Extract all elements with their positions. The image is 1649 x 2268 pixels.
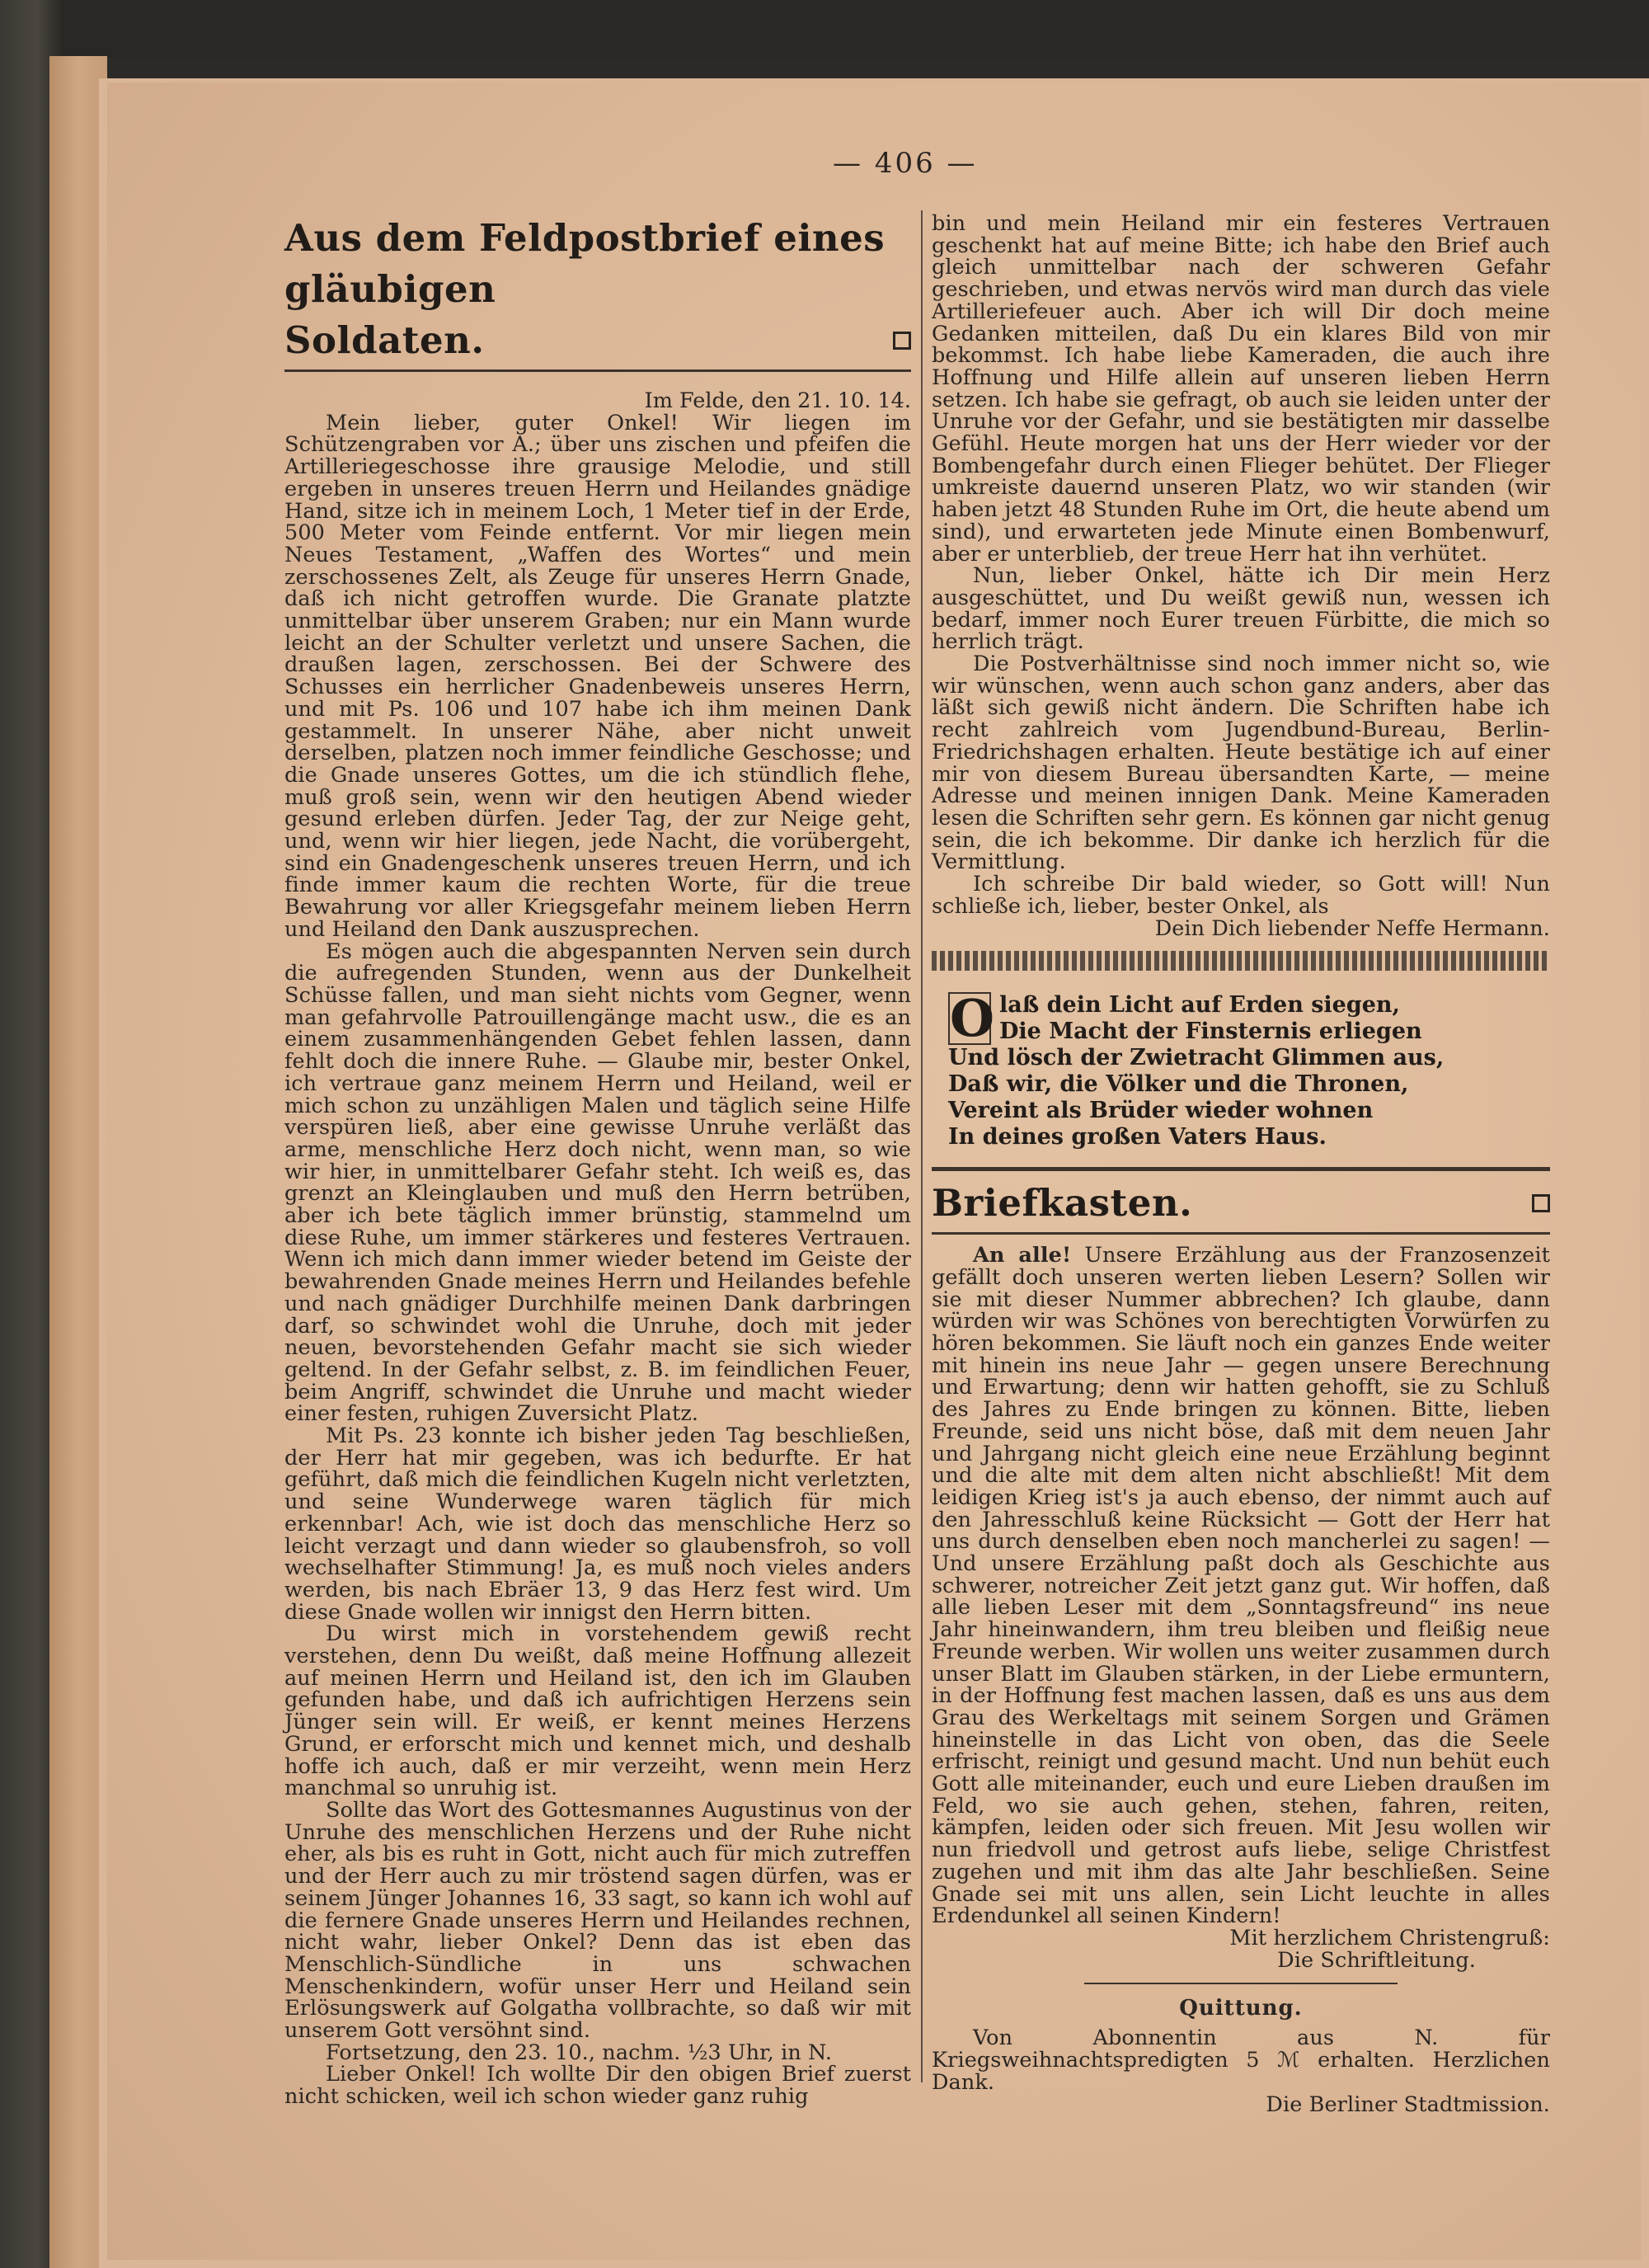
background-top — [0, 0, 1649, 58]
poem-line: In deines großen Vaters Haus. — [948, 1124, 1327, 1150]
continuation-note: Fortsetzung, den 23. 10., nachm. ½3 Uhr, in N. — [326, 2040, 833, 2065]
left-column — [284, 213, 911, 2108]
paragraph: Mit Ps. 23 konnte ich bisher jeden Tag beschließen, der Herr hat mir gegeben, was ich bedurfte. Er hat geführt, daß mich die feindlichen Kugeln nicht verletzten, und seine Wunderwege waren täglich für mich erkennbar! Ach, wie ist doch das menschliche Herz so leicht verzagt und dann wieder so glaubensfroh, so voll wechselhafter Stimmung! Ja, es muß noch vieles anders werden, bis nach Ebräer 13, 9 das Herz fest wird. Um diese Gnade wollen wir innigst den Herrn bitten. — [284, 1423, 911, 1625]
square-icon — [893, 332, 911, 350]
paragraph: Sollte das Wort des Gottesmannes Augustinus von der Unruhe des menschlichen Herzens und der Ruhe nicht eher, als bis es ruht in Gott, nicht auch für mich zutreffen und der Herr auch zu mir tröstend sagen dürfen, was er seinem Jünger Johannes 16, 33 sagt, so kann ich wohl auf die fernere Gnade unseres Herrn und Heilandes rechnen, nicht wahr, lieber Onkel? Denn das ist eben das Menschlich-Sündliche in uns schwachen Menschenkindern, wofür unser Herr und Heiland sein Erlösungswerk auf Golgatha vollbrachte, so daß wir mit unserem Gott versöhnt sind. — [284, 1798, 911, 2044]
poem-line: laß dein Licht auf Erden siegen, — [999, 992, 1400, 1019]
briefkasten-title: Briefkasten. — [932, 1181, 1193, 1226]
letter-date: Im Felde, den 21. 10. 14. — [644, 388, 911, 413]
article-heading-line1: Aus dem Feldpostbrief eines gläubigen — [284, 216, 886, 311]
quittung-signature: Die Berliner Stadtmission. — [1266, 2092, 1550, 2117]
article-heading-line2: Soldaten. — [284, 318, 485, 362]
paragraph: Lieber Onkel! Ich wollte Dir den obigen Brief zuerst nicht schicken, weil ich schon wieder ganz ruhig — [284, 2062, 911, 2110]
heading-rule — [284, 369, 911, 372]
paragraph: Mein lieber, guter Onkel! Wir liegen im Schützengraben vor A.; über uns zischen und pfeifen die Artilleriegeschosse ihre grausige Melodie, und still ergeben in unseres treuen Herrn und Heilandes gnädige Hand, sitze ich in meinem Loch, 1 Meter tief in der Erde, 500 Meter vom Feinde entfernt. Vor mir liegen mein Neues Testament, „Waffen des Wortes“ und mein zerschossenes Zelt, als Zeuge für unseres Herrn Gnade, daß ich nicht getroffen wurde. Die Granate platzte unmittelbar über unserem Graben; nur ein Mann wurde leicht an der Schulter verletzt und unsere Sachen, die draußen lagen, zerschossen. Bei der Schwere des Schusses ein herrlicher Gnadenbeweis unseres Herrn, und mit Ps. 106 und 107 habe ich ihm meinen Dank gestammelt. In unserer Nähe, aber nicht unweit derselben, platzen noch immer feindliche Geschosse; und die Gnade unseres Gottes, um die ich stündlich flehe, muß groß sein, wenn wir den heutigen Abend wieder gesund erleben dürfen. Jeder Tag, der zur Neige geht, und, wenn wir hier liegen, jede Nacht, die vorübergeht, sind ein Gnadengeschenk unseres treuen Herrn, und ich finde immer kaum die rechten Worte, für die treue Bewahrung vor aller Kriegsgefahr meinem lieben Herrn und Heiland den Dank auszusprechen. — [284, 410, 911, 942]
quittung-text: Von Abonnentin aus N. für Kriegsweihnachtspredigten 5 ℳ erhalten. Herzlichen Dank. — [932, 2026, 1550, 2095]
ornamental-border — [932, 951, 1550, 971]
paragraph: Die Postverhältnisse sind noch immer nicht so, wie wir wünschen, wenn auch schon ganz anders, aber das läßt sich gewiß nicht ändern. Die Schriften habe ich recht zahlreich vom Jugendbund-Bureau, Berlin-Friedrichshagen erhalten. Heute bestätige ich auf einer mir von diesem Bureau übersandten Karte, — meine Adresse und meinen innigen Dank. Meine Kameraden lesen die Schriften sehr gern. Es können gar nicht genug sein, die ich bekomme. Dir danke ich herzlich für die Vermittlung. — [932, 652, 1550, 875]
article-heading — [284, 213, 911, 366]
letter-signature: Dein Dich liebender Neffe Hermann. — [1154, 915, 1550, 941]
poem-line: Vereint als Brüder wieder wohnen — [948, 1098, 1374, 1124]
poem-line: Die Macht der Finsternis erliegen — [999, 1019, 1422, 1045]
briefkasten-text — [932, 1245, 1550, 1927]
page-number: — 406 — — [833, 147, 978, 180]
section-rule — [932, 1167, 1550, 1171]
briefkasten-body: Unsere Erzählung aus der Franzosenzeit gefällt doch unseren werten lieben Lesern? Sollen wir sie mit dieser Nummer abbrechen? Ich glaube, dann würden wir was Schönes von berechtigten Vorwürfen zu hören bekommen. Sie läuft noch ein ganzes Ende weiter mit hinein ins neue Jahr — gegen unsere Berechnung und Erwartung; denn wir hatten gehofft, sie zu Schluß des Jahres zu Ende bringen zu können. Bitte, lieben Freunde, seid uns nicht böse, daß mit dem neuen Jahr und Jahrgang nicht gleich eine neue Erzählung beginnt und die alte mit dem alten nicht abschließt! Mit dem leidigen Krieg ist's ja auch ebenso, der nimmt auch auf den Jahresschluß keine Rücksicht — Gott der Herr hat uns durch denselben eben noch mancherlei zu sagen! — Und unsere Erzählung paßt doch als Geschichte aus schwerer, notreicher Zeit jetzt ganz gut. Wir hoffen, daß alle lieben Leser mit dem „Sonntagsfreund“ ins neue Jahr hineinwandern, ihm treu bleiben und fleißig neue Freunde werben. Wir wollen uns weiter zusammen durch unser Blatt im Glauben stärken, in der Liebe ermuntern, in der Hoffnung fest machen lassen, daß es uns aus dem Grau des Werkeltags mit seinem Sorgen und Grämen hineinstelle in das Licht von oben, das die Seele erfrischt, reinigt und gesund macht. Und nun behüt euch Gott alle miteinander, euch und eure Lieben draußen im Feld, wo sie auch gehen, stehen, fahren, reiten, kämpfen, leiden oder sich freuen. Mit Jesu wollen wir nun friedvoll und getrost aufs liebe, selige Christfest zugehen und mit ihm das alte Jahr beschließen. Seine Gnade sei mit uns allen, sein Licht leuchte in alles Erdendunkel all seinen Kindern! — [932, 1243, 1550, 1929]
right-column — [932, 213, 1550, 2115]
poem-line: Und lösch der Zwietracht Glimmen aus, — [948, 1045, 1445, 1071]
briefkasten-greeting: Mit herzlichem Christengruß: — [1229, 1926, 1550, 1950]
poem-initial: O — [950, 988, 995, 1049]
briefkasten-heading — [932, 1178, 1550, 1229]
square-icon — [1532, 1194, 1550, 1212]
paragraph: Ich schreibe Dir bald wieder, so Gott will! Nun schließe ich, lieber, bester Onkel, als — [932, 872, 1550, 919]
paragraph: Du wirst mich in vorstehendem gewiß recht verstehen, denn Du weißt, daß meine Hoffnung allezeit auf meinen Herrn und Heiland ist, den ich im Glauben gefunden habe, und daß ich aufrichtigen Herzens sein Jünger sein will. Er weiß, er kennt meines Herzens Grund, er erforscht mich und kennet mich, und deshalb hoffe ich auch, daß er mir verzeiht, wenn mein Herz manchmal so unruhig ist. — [284, 1621, 911, 1801]
quittung-title: Quittung. — [1179, 1996, 1303, 2021]
divider — [1084, 1983, 1398, 1984]
column-divider — [921, 210, 923, 2082]
paragraph: Nun, lieber Onkel, hätte ich Dir mein Herz ausgeschüttet, und Du weißt gewiß nun, wessen ich bedarf, immer noch Eurer treuen Fürbitte, die mich so herrlich trägt. — [932, 563, 1550, 655]
paragraph: Es mögen auch die abgespannten Nerven sein durch die aufregenden Stunden, wenn aus der Dunkelheit Schüsse fallen, und man sieht nichts vom Gegner, wenn man gefahrvolle Patrouillengänge macht usw., die es an einem zusammenhängenden Gebet fehlen lassen, dann fehlt doch die innere Ruhe. — Glaube mir, bester Onkel, ich vertraue ganz meinem Herrn und Heiland, weil er mich schon zu unzähligen Malen und täglich seine Hilfe verspüren ließ, aber eine gewisse Unruhe verläßt das arme, menschliche Herz doch nicht, wenn man, so wie wir hier, in unmittelbarer Gefahr steht. Ich weiß es, das grenzt an Kleinglauben und muß den Herrn betrüben, aber ich bete täglich immer brünstig, stammelnd um diese Ruhe, um immer stärkeres und festeres Vertrauen. Wenn ich mich dann immer wieder betend im Geiste der bewahrenden Gnade meines Herrn und Heilandes befehle und nach gnädiger Durchhilfe meinen Dank darbringen darf, so schwindet wohl die Unruhe, doch mit jeder neuen, bevorstehenden Gefahr macht sie sich wieder geltend. In der Gefahr selbst, z. B. im feindlichen Feuer, beim Angriff, schwindet die Unruhe und macht wieder einer festen, ruhigen Zuversicht Platz. — [284, 939, 911, 1427]
briefkasten-lead: An alle! — [973, 1243, 1072, 1268]
poem — [948, 988, 1550, 1150]
briefkasten-signature: Die Schriftleitung. — [1277, 1947, 1476, 1973]
heading-rule — [932, 1232, 1550, 1235]
paragraph: bin und mein Heiland mir ein festeres Vertrauen geschenkt hat auf meine Bitte; ich habe den Brief auch gleich unmittelbar nach der schweren Gefahr geschrieben, und etwas nervös wird man durch das viele Artilleriefeuer auch. Aber ich will Dir doch meine Gedanken mitteilen, daß Du ein klares Bild von mir bekommst. Ich habe liebe Kameraden, die auch ihre Hoffnung und Hilfe allein auf unseren lieben Herrn setzen. Ich habe sie gefragt, ob auch sie leiden unter der Unruhe vor der Gefahr, und sie bestätigten mir dasselbe Gefühl. Heute morgen hat uns der Herr wieder vor der Bombengefahr durch einen Flieger behütet. Der Flieger umkreiste dauernd unseren Platz, wo wir standen (wir haben jetzt 48 Stunden Ruhe im Ort, die heute abend um sind), und erwarteten jede Minute einen Bombenwurf, aber er unterblieb, der treue Herr hat ihn verhütet. — [932, 211, 1550, 567]
poem-line: Daß wir, die Völker und die Thronen, — [948, 1071, 1409, 1098]
